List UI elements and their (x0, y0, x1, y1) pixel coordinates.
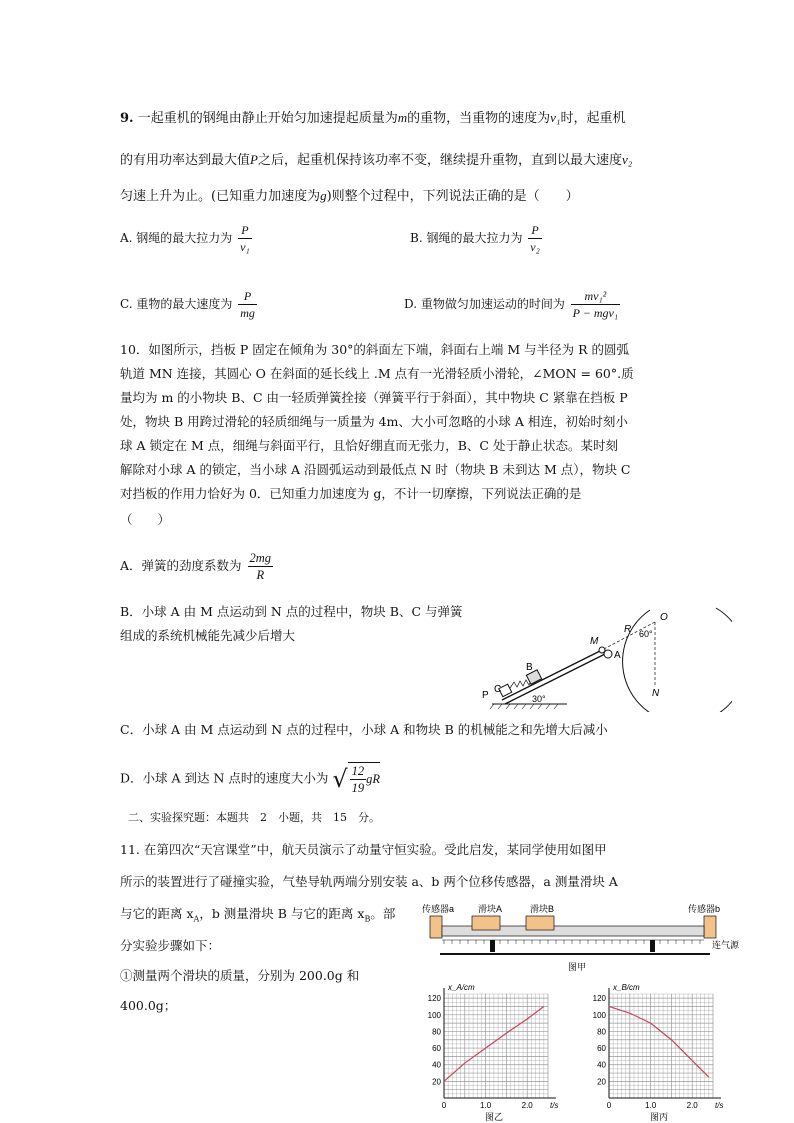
sensor-a (430, 916, 442, 938)
label-o: O (660, 612, 668, 623)
q10-option-b-line1: B．小球 A 由 M 点运动到 N 点的过程中，物块 B、C 与弹簧 (120, 604, 463, 619)
x-tick-label: 0 (441, 1101, 447, 1110)
q10-option-c: C．小球 A 由 M 点运动到 N 点的过程中，小球 A 和物块 B 的机械能之和先增大后减小 (120, 722, 608, 737)
air-track-figure (420, 898, 740, 978)
q11-line3: 与它的距离 $x_A$，b 测量滑块 B 与它的距离 $x_B$。部 (120, 906, 396, 924)
section-heading: 二、实验探究题：本题共 2 小题，共 15 分。 (128, 811, 380, 824)
q11-line2: 所示的装置进行了碰撞实验，气垫导轨两端分别安装 a、b 两个位移传感器，a 测量滑块 A (120, 874, 618, 889)
q10-option-a: A．弹簧的劲度系数为 $\frac{2mg}{R}$ (120, 551, 272, 582)
q10-line4: 处，物块 B 用跨过滑轮的轻质细绳与一质量为 4m、大小可忽略的小球 A 相连，初始时刻小 (120, 414, 628, 429)
q9-line2: 的有用功率达到最大值P之后，起重机保持该功率不变，继续提升重物，直到以最大速度v₂ (120, 152, 633, 168)
y-tick-label: 60 (597, 1044, 606, 1054)
fig-jia-caption: 图甲 (568, 962, 587, 972)
q9-option-b: B. 钢绳的最大拉力为 $\frac{P}{\text{v₂}}$ (410, 223, 540, 254)
x-axis-label: t/s (550, 1101, 559, 1110)
x-tick-label: 2.0 (521, 1101, 533, 1110)
q10-figure (472, 600, 732, 712)
label-60: 60° (639, 629, 653, 639)
air-source-label: 连气源 (712, 940, 740, 950)
label-r: R (624, 624, 632, 635)
label-a: A (614, 650, 621, 661)
y-tick-label: 120 (427, 994, 441, 1004)
sensor-b (704, 916, 716, 938)
support-left (490, 940, 495, 952)
q9-number: 9. (120, 111, 134, 126)
q11-line6: 400.0g； (120, 998, 177, 1013)
label-p: P (482, 690, 489, 701)
incline (502, 650, 602, 700)
y-tick-label: 20 (432, 1077, 441, 1087)
x-tick-label: 2.0 (686, 1101, 698, 1110)
y-tick-label: 20 (597, 1077, 606, 1087)
y-tick-label: 80 (597, 1027, 606, 1037)
q10-line3: 量均为 m 的小物块 B、C 由一轻质弹簧拴接（弹簧平行于斜面），其中物块 C 紧靠在挡板 P (120, 390, 628, 405)
chart-caption: 图乙 (484, 1112, 504, 1122)
q10-line2: 轨道 MN 连接，其圆心 O 在斜面的延长线上 .M 点有一光滑轻质小滑轮，∠MON = 60°.质 (120, 366, 634, 381)
q9-option-c: C. 重物的最大速度为 $\frac{P}{mg}$ (120, 289, 255, 320)
y-tick-label: 100 (592, 1010, 606, 1020)
q9-option-a: A. 钢绳的最大拉力为 $\frac{P}{\text{v₁}}$ (120, 223, 250, 254)
sqrt-expression: √ $\frac{12}{19}$ gR (332, 764, 381, 795)
label-30: 30° (532, 694, 546, 704)
ruler-ticks (444, 940, 700, 944)
ground-hatch (490, 704, 558, 709)
x-tick-label: 0 (606, 1101, 612, 1110)
q11-line5: ①测量两个滑块的质量，分别为 200.0g 和 (120, 968, 360, 983)
q9-option-d: D. 重物做匀加速运动的时间为 $\frac{\text{mv₁²}}{\text{P − mgv₁}}$ (404, 289, 619, 320)
q10-line1: 10．如图所示，挡板 P 固定在倾角为 30°的斜面左下端，斜面右上端 M 与半径为 R 的圆弧 (120, 342, 629, 357)
y-tick-label: 40 (597, 1060, 606, 1070)
y-tick-label: 100 (427, 1010, 441, 1020)
q11-line4: 分实验步骤如下： (120, 938, 221, 953)
q9-line3: 匀速上升为止。(已知重力加速度为g)则整个过程中，下列说法正确的是（ ） (120, 188, 579, 204)
label-b: B (526, 662, 533, 673)
slider-b (526, 916, 554, 930)
x-tick-label: 1.0 (480, 1101, 492, 1110)
label-c: C (494, 684, 502, 695)
ball-a (604, 650, 612, 658)
slider-a (472, 916, 500, 930)
x-axis-label: t/s (715, 1101, 724, 1110)
q10-line5: 球 A 锁定在 M 点，细绳与斜面平行，且恰好绷直而无张力，B、C 处于静止状态。某时刻 (120, 438, 618, 453)
y-tick-label: 40 (432, 1060, 441, 1070)
slider-b-label: 滑块B (530, 904, 555, 914)
support-right (650, 940, 655, 952)
label-m: M (590, 636, 599, 647)
q10-line7: 对挡板的作用力恰好为 0．已知重力加速度为 g，不计一切摩擦，下列说法正确的是 (120, 486, 582, 501)
q11-line1: 11. 在第四次“天宫课堂”中，航天员演示了动量守恒实验。受此启发，某同学使用如图甲 (120, 842, 607, 857)
q10-line6: 解除对小球 A 的锁定，当小球 A 沿圆弧运动到最低点 N 时（物块 B 未到达 M 点），物块 C (120, 462, 631, 477)
y-tick-label: 120 (592, 994, 606, 1004)
arc-track (623, 608, 732, 712)
chart-yi (420, 978, 570, 1123)
y-tick-label: 80 (432, 1027, 441, 1037)
q10-option-b-line2: 组成的系统机械能先减少后增大 (120, 628, 296, 643)
y-tick-label: 60 (432, 1044, 441, 1054)
q10-option-d: D．小球 A 到达 N 点时的速度大小为 √ $\frac{12}{19}$ gR (120, 764, 381, 795)
incline-under (505, 654, 605, 704)
label-n: N (652, 688, 660, 699)
chart-bing (585, 978, 735, 1123)
sensor-a-label: 传感器a (422, 904, 455, 914)
x-tick-label: 1.0 (645, 1101, 657, 1110)
y-axis-label: x_A/cm (448, 983, 475, 992)
q10-line8: （ ） (120, 512, 171, 527)
sensor-b-label: 传感器b (688, 904, 721, 914)
q9-line1: 9. 一起重机的钢绳由静止开始匀加速提起质量为m的重物，当重物的速度为v₁时，起重机 (120, 110, 626, 126)
chart-caption: 图丙 (649, 1112, 669, 1122)
y-axis-label: x_B/cm (613, 983, 640, 992)
slider-a-label: 滑块A (478, 904, 503, 914)
